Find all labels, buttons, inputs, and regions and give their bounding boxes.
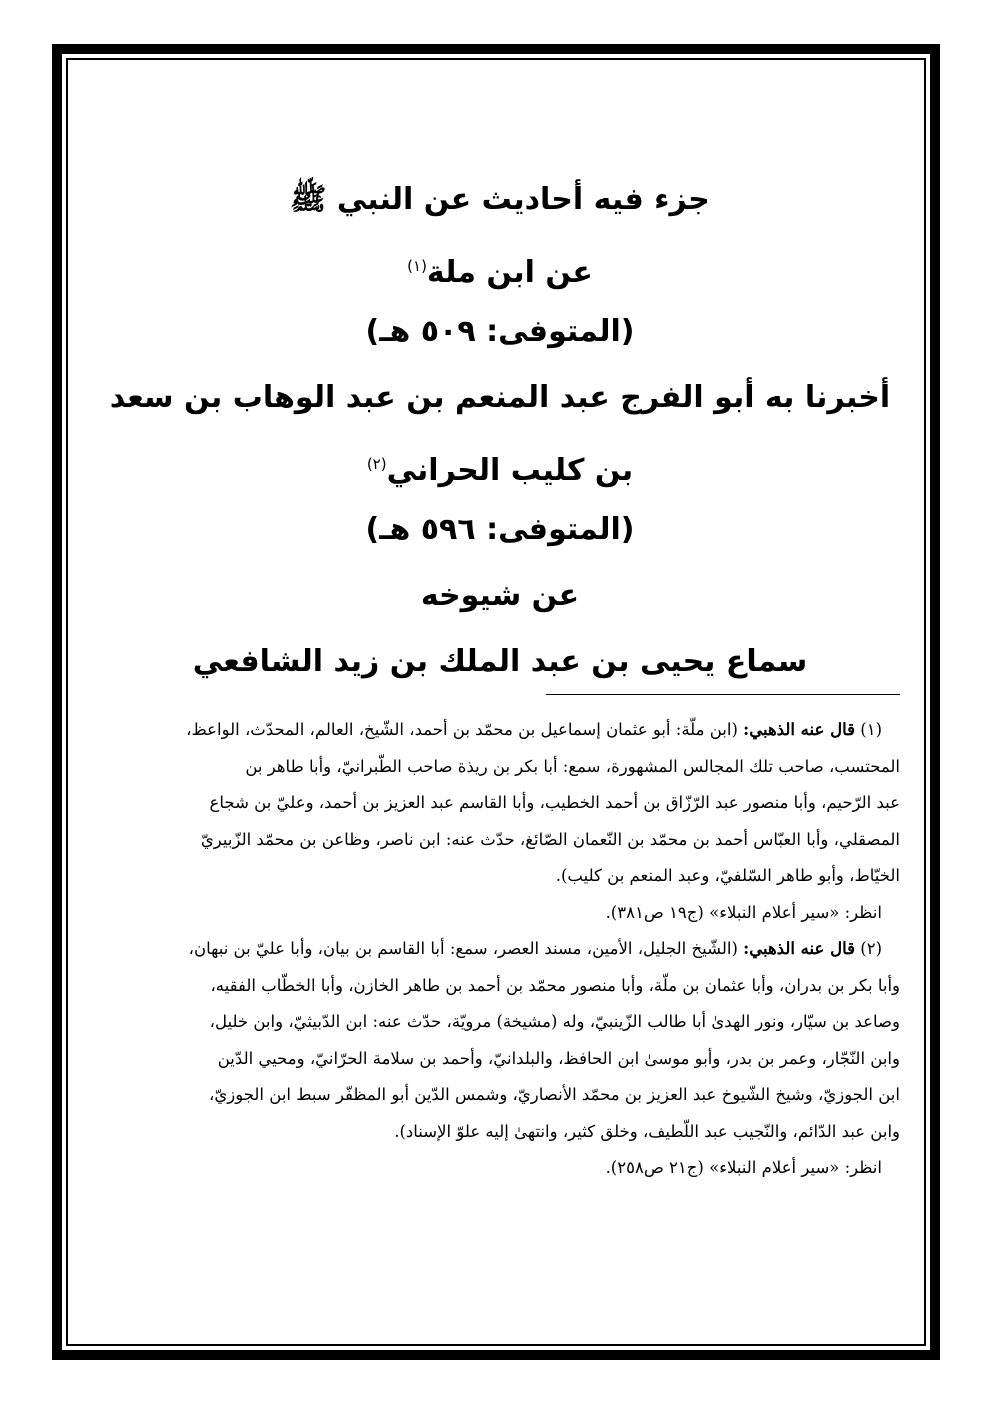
title-line-5-text: بن كليب الحراني	[386, 453, 634, 488]
footnote-2-line: وصاعد بن سيّار، ونور الهدىٰ أبا طالب الزّينبيّ، وله (مشيخة) مرويّة، حدّث عنه: ابن الدّبيثيّ، وابن خليل،	[209, 1012, 900, 1031]
footnote-1-line: المحتسب، صاحب تلك المجالس المشهورة، سمع: أبا بكر بن ريذة صاحب الطّبرانيّ، وأبا طاهر بن	[245, 756, 900, 776]
footnote-1-line: الخيّاط، وأبو طاهر السّلفيّ، وعبد المنعم بن كليب).	[555, 866, 900, 885]
footnote-2-line: وابن النّجّار، وعمر بن بدر، وأبو موسىٰ ابن الحافظ، والبلدانيّ، وأحمد بن سلامة الحرّانيّ، ومحيي الدّين	[217, 1048, 900, 1068]
footnote-1-first-line	[104, 712, 900, 749]
footnote-1-number: (١)	[860, 720, 882, 739]
footnote-2-lead: قال عنه الذهبي:	[743, 939, 855, 958]
title-line-7: عن شيوخه	[420, 578, 580, 613]
title-line-2-text: عن ابن ملة	[426, 255, 593, 290]
footnote-ref-1[interactable]: (١)	[407, 257, 427, 275]
footnote-divider	[546, 694, 900, 695]
title-line-1: جزء فيه أحاديث عن النبي ﷺ	[290, 182, 710, 217]
title-line-4: أخبرنا به أبو الفرج عبد المنعم بن عبد الوهاب بن سعد	[109, 380, 891, 415]
footnote-1-line: المصقلي، وأبا العبّاس أحمد بن محمّد بن النّعمان الصّائغ، حدّث عنه: ابن ناصر، وظاعن بن محمّد الزّبيريّ	[200, 829, 900, 849]
footnote-1-lead: قال عنه الذهبي:	[743, 720, 855, 739]
footnote-2-first-line	[104, 931, 900, 968]
footnote-ref-2[interactable]: (٢)	[366, 455, 387, 473]
footnote-2-first-text: (الشّيخ الجليل، الأمين، مسند العصر، سمع: أبا القاسم بن بيان، وأبا عليّ بن نبهان،	[188, 939, 738, 958]
footnote-2-line: وابن عبد الدّائم، والنّجيب عبد اللّطيف، وخلق كثير، وانتهىٰ إليه علوّ الإسناد).	[394, 1121, 900, 1141]
footnote-1-reference: انظر: «سير أعلام النبلاء» (ج١٩ ص٣٨١).	[605, 902, 882, 922]
footnote-1	[104, 712, 900, 931]
footnote-2-line: وأبا بكر بن بدران، وأبا عثمان بن ملّة، وأبا منصور محمّد بن أحمد بن طاهر الخازن، وأبا الخطّاب الفقيه،	[210, 975, 900, 995]
footnote-2	[104, 931, 900, 1187]
title-block	[90, 168, 910, 696]
footnote-2-line: ابن الجوزيّ، وشيخ الشّيوخ عبد العزيز بن محمّد الأنصاريّ، وشمس الدّين أبو المظفّر سبط ابن الجوزيّ،	[209, 1085, 900, 1104]
footnotes	[104, 712, 900, 1187]
footnote-1-line: عبد الرّحيم، وأبا منصور عبد الرّزّاق بن أحمد الخطيب، وأبا القاسم عبد العزيز بن أحمد، وعليّ بن شجاع	[209, 793, 900, 812]
footnote-2-reference: انظر: «سير أعلام النبلاء» (ج٢١ ص٢٥٨).	[605, 1158, 882, 1177]
footnote-1-first-text: (ابن ملّة: أبو عثمان إسماعيل بن محمّد بن أحمد، الشّيخ، العالم، المحدّث، الواعظ،	[186, 720, 738, 739]
title-line-8: سماع يحيى بن عبد الملك بن زيد الشافعي	[192, 644, 808, 679]
title-line-3: (المتوفى: ٥٠٩ هـ)	[365, 314, 635, 349]
footnote-2-number: (٢)	[860, 939, 882, 958]
title-line-5	[90, 432, 910, 498]
title-line-6: (المتوفى: ٥٩٦ هـ)	[365, 512, 635, 547]
title-line-2	[90, 234, 910, 300]
